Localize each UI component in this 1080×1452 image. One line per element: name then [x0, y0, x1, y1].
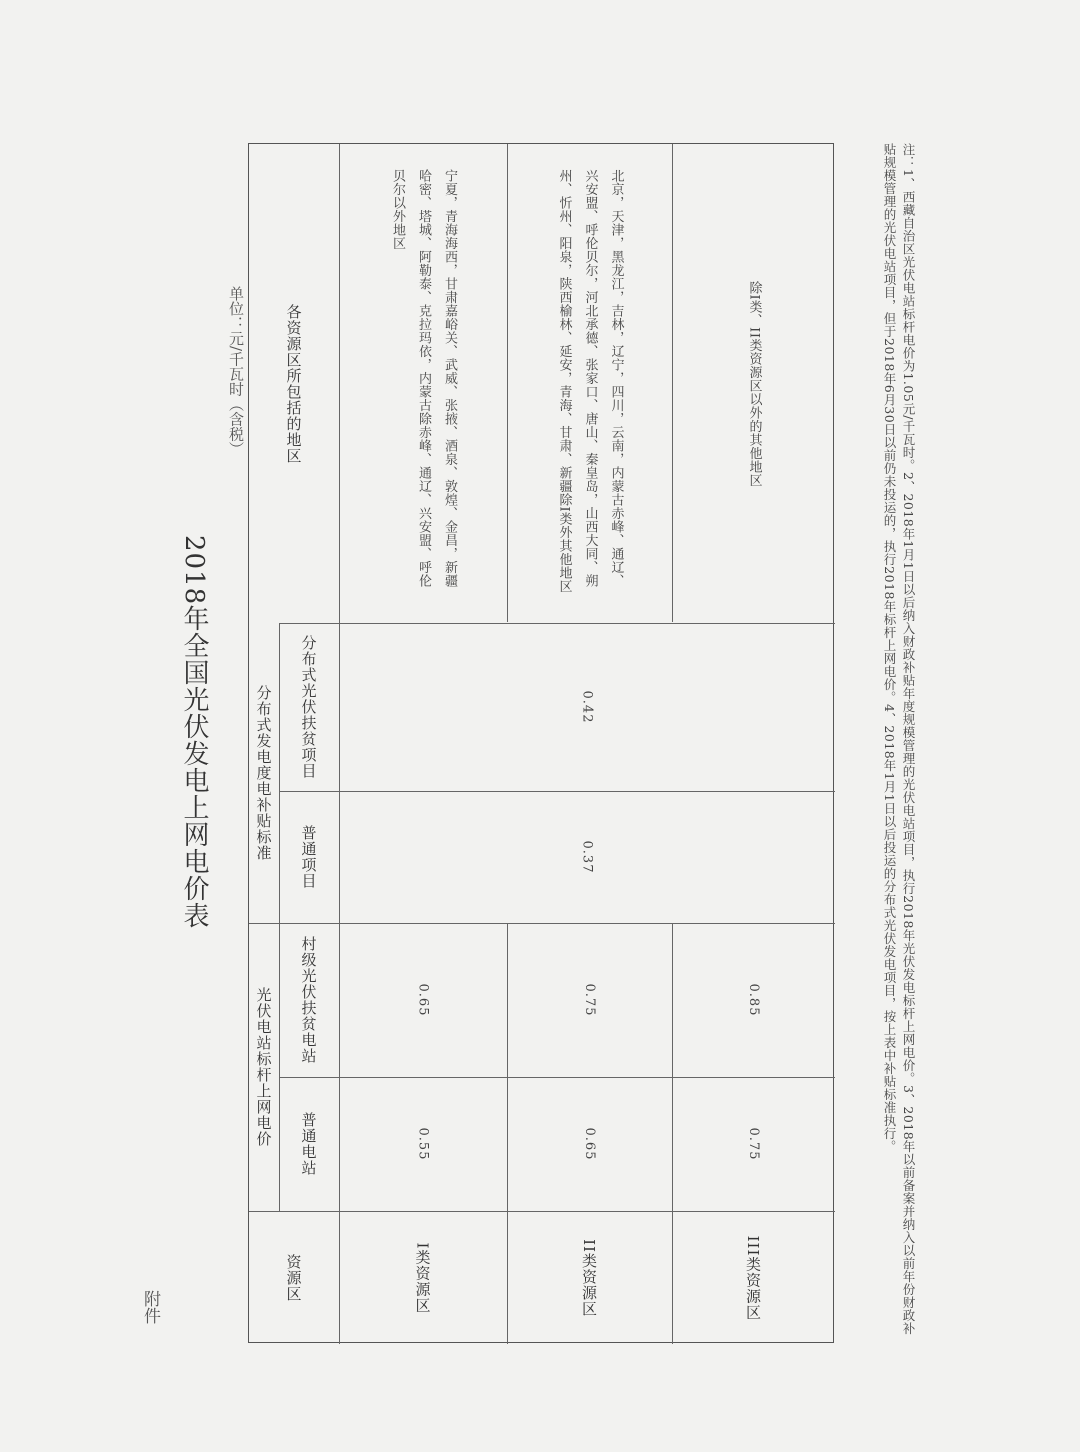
- station-normal-cell-3: 0.75: [746, 1127, 761, 1161]
- footnote: 注：1、西藏自治区光伏电站标杆电价为1.05元/千瓦时。2、2018年1月1日以后纳入财政补贴年度规模管理的光伏电站项目，执行2018年光伏发电标杆上网电价。3、2018年以前备案并纳入以前年份财政补贴规模管理的光伏电站项目，但于2018年6月30日以前仍未投运的，执行2018年标杆上网电价。4、2018年1月1日以后投运的分布式光伏发电项目，按上表中补贴标准执行。: [882, 143, 916, 1336]
- dist-poverty-value: 0.42: [579, 690, 595, 724]
- station-normal-cell-1: 0.55: [415, 1127, 431, 1161]
- areas-cell-2: 北京，天津，黑龙江，吉林，辽宁，四川，云南，内蒙古赤峰、通辽、兴安盟、呼伦贝尔，河北承德、张家口、唐山、秦皇岛，山西大同、朔州、忻州、阳泉，陕西榆林、延安，青海、甘肃、新疆除I类外其他地区: [556, 168, 624, 593]
- unit-label: 单位：元/千瓦时（含税）: [227, 286, 245, 457]
- attachment-label: 附件: [140, 1290, 160, 1324]
- header-dist-poverty: 分布式光伏扶贫项目: [299, 635, 318, 779]
- header-dist-group: 分布式发电度电补贴标准: [254, 685, 273, 861]
- station-poverty-cell-1: 0.65: [415, 983, 431, 1017]
- station-poverty-cell-2: 0.75: [582, 983, 597, 1017]
- areas-cell-3: 除I类、II类资源区以外的其他地区: [746, 280, 762, 487]
- header-dist-normal: 普通项目: [299, 825, 318, 889]
- station-poverty-cell-3: 0.85: [746, 983, 761, 1017]
- price-table: [248, 143, 834, 1343]
- header-areas: 各资源区所包括的地区: [284, 303, 303, 464]
- dist-normal-value: 0.37: [579, 840, 595, 874]
- station-normal-cell-2: 0.65: [582, 1127, 597, 1161]
- zone-cell-1: I类资源区: [413, 1242, 432, 1313]
- areas-cell-1: 宁夏，青海海西，甘肃嘉峪关、武威、张掖、酒泉、敦煌、金昌，新疆哈密、塔城、阿勒泰、克拉玛依，内蒙古除赤峰、通辽、兴安盟、呼伦贝尔以外地区: [390, 168, 457, 587]
- zone-cell-2: II类资源区: [580, 1238, 598, 1317]
- zone-cell-3: III类资源区: [744, 1235, 762, 1320]
- header-station-group: 光伏电站标杆上网电价: [254, 987, 273, 1147]
- header-station-poverty: 村级光伏扶贫电站: [299, 936, 318, 1064]
- header-zone: 资源区: [284, 1253, 303, 1302]
- header-station-normal: 普通电站: [299, 1112, 318, 1176]
- page-title: 2018年全国光伏发电上网电价表: [179, 535, 209, 930]
